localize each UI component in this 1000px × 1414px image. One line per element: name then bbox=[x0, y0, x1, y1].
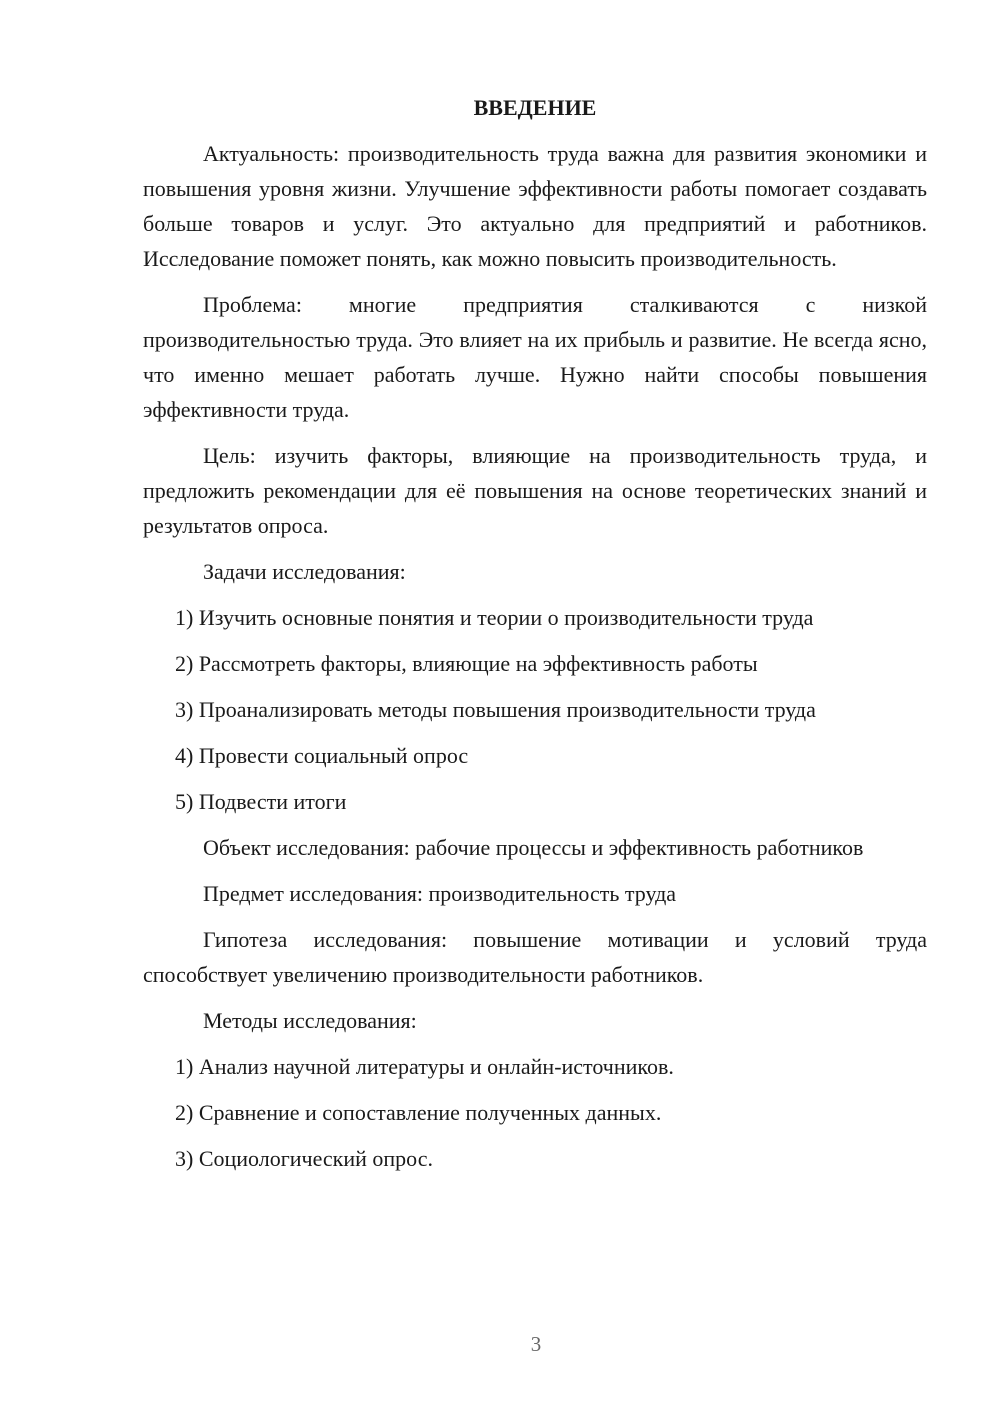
page-title: ВВЕДЕНИЕ bbox=[473, 95, 597, 120]
hypothesis-paragraph: Гипотеза исследования: повышение мотивации и условий труда способствует увеличению производительности работников. bbox=[143, 927, 927, 987]
list-item: 5) Подвести итоги bbox=[175, 789, 347, 814]
list-item: 4) Провести социальный опрос bbox=[175, 743, 469, 768]
list-item: 3) Социологический опрос. bbox=[175, 1146, 433, 1171]
document-page bbox=[143, 90, 927, 1187]
list-item: 2) Сравнение и сопоставление полученных данных. bbox=[175, 1100, 662, 1125]
subject-paragraph: Предмет исследования: производительность труда bbox=[203, 881, 677, 906]
tasks-list bbox=[143, 600, 927, 819]
methods-heading: Методы исследования: bbox=[203, 1008, 417, 1033]
methods-list bbox=[143, 1049, 927, 1176]
list-item: 3) Проанализировать методы повышения производительности труда bbox=[175, 697, 816, 722]
relevance-paragraph: Актуальность: производительность труда важна для развития экономики и повышения уровня жизни. Улучшение эффективности работы помогает создавать больше товаров и услуг. Это актуально для предприятий и работников. Исследование поможет понять, как можно повысить производительность. bbox=[143, 141, 927, 271]
page-number: 3 bbox=[530, 1332, 542, 1356]
object-paragraph: Объект исследования: рабочие процессы и эффективность работников bbox=[203, 835, 864, 860]
tasks-heading: Задачи исследования: bbox=[203, 559, 406, 584]
goal-paragraph: Цель: изучить факторы, влияющие на производительность труда, и предложить рекомендации для её повышения на основе теоретических знаний и результатов опроса. bbox=[143, 443, 927, 538]
list-item: 2) Рассмотреть факторы, влияющие на эффективность работы bbox=[175, 651, 758, 676]
problem-paragraph: Проблема: многие предприятия сталкиваются с низкой производительностью труда. Это влияет на их прибыль и развитие. Не всегда ясно, что именно мешает работать лучше. Нужно найти способы повышения эффективности труда. bbox=[143, 292, 927, 422]
list-item: 1) Изучить основные понятия и теории о производительности труда bbox=[175, 605, 814, 630]
list-item: 1) Анализ научной литературы и онлайн-источников. bbox=[175, 1054, 674, 1079]
